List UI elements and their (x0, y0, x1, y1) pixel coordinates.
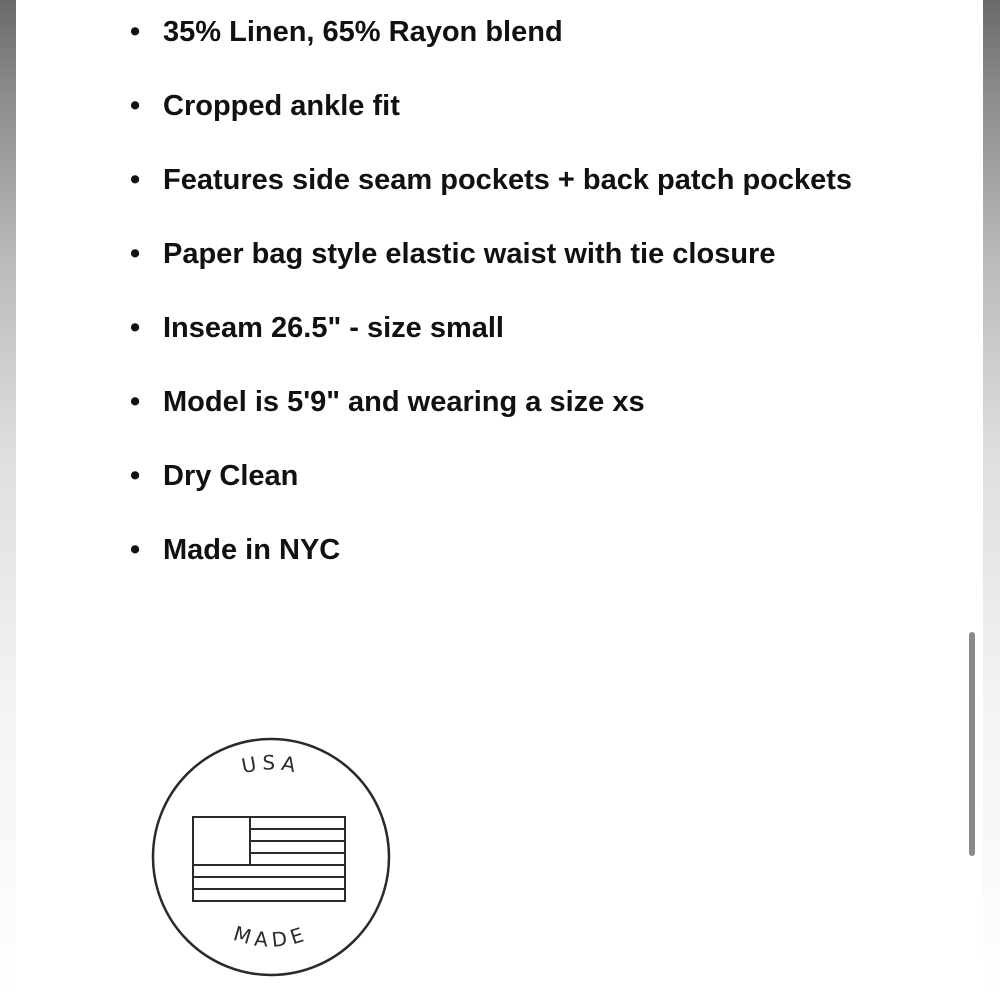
bullet: • (130, 90, 141, 122)
feature-text: Made in NYC (163, 534, 341, 566)
feature-item (130, 454, 870, 498)
right-edge-shadow (983, 0, 1000, 1000)
feature-text: 35% Linen, 65% Rayon blend (163, 16, 563, 48)
feature-item (130, 232, 870, 276)
bullet: • (130, 238, 141, 270)
feature-item (130, 528, 870, 572)
badge-top-text: USA (239, 750, 303, 779)
feature-text: Paper bag style elastic waist with tie closure (163, 238, 776, 270)
feature-text: Model is 5'9" and wearing a size xs (163, 386, 645, 418)
bullet: • (130, 534, 141, 566)
feature-item (130, 10, 870, 54)
usa-flag-icon (193, 817, 345, 901)
feature-item (130, 84, 870, 128)
feature-item (130, 380, 870, 424)
feature-text: Inseam 26.5" - size small (163, 312, 504, 344)
feature-list (130, 10, 870, 602)
bullet: • (130, 312, 141, 344)
made-in-usa-badge (150, 736, 392, 978)
feature-text: Cropped ankle fit (163, 90, 400, 122)
product-details-panel (16, 0, 983, 1000)
badge-bottom-text: MADE (230, 921, 312, 953)
feature-item (97, 158, 870, 202)
bullet: • (130, 386, 141, 418)
feature-item (130, 306, 870, 350)
vertical-scrollbar[interactable] (969, 632, 975, 856)
bullet: • (130, 16, 141, 48)
bullet: • (130, 164, 141, 196)
feature-text: Features side seam pockets + back patch pockets (163, 164, 853, 196)
bullet: • (130, 460, 141, 492)
feature-text: Dry Clean (163, 460, 299, 492)
left-edge-shadow (0, 0, 16, 1000)
